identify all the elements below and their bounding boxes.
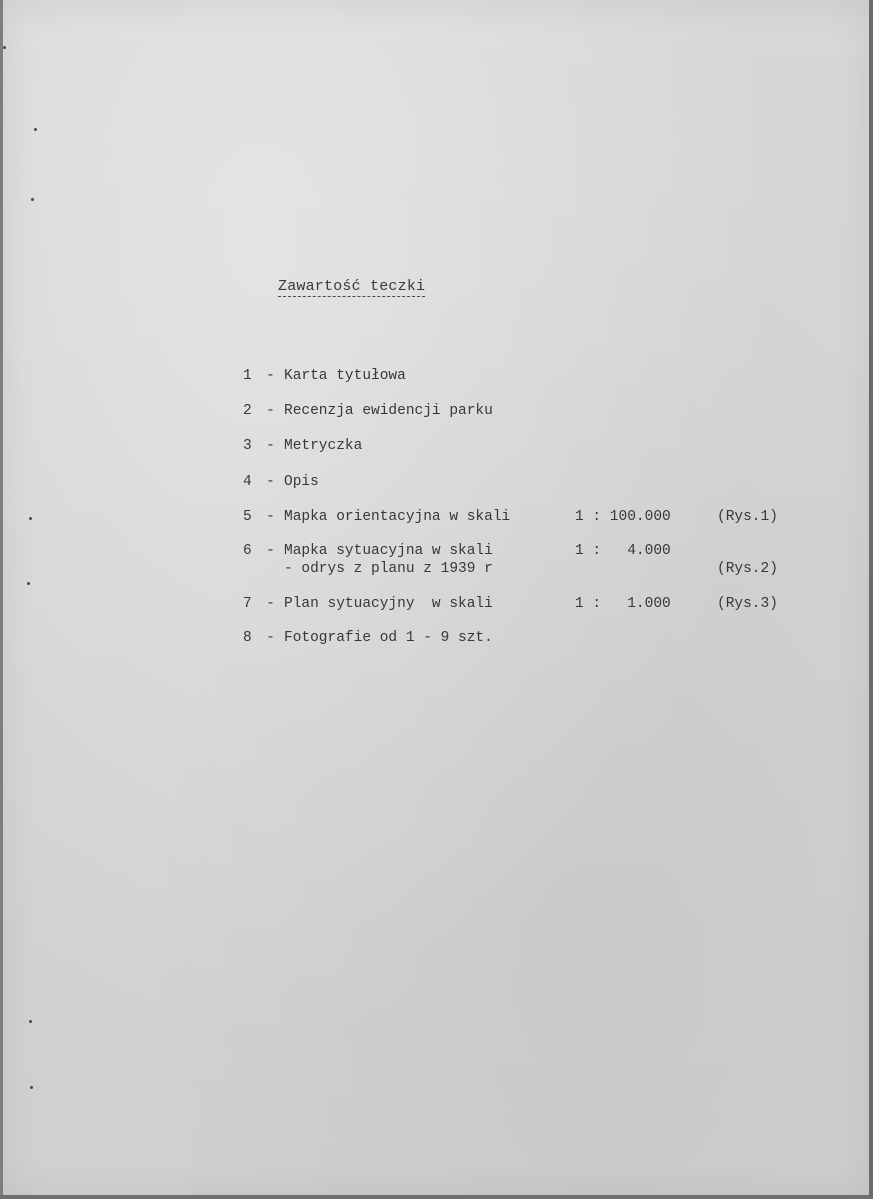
- list-item: [243, 368, 406, 385]
- item-number: 1: [243, 368, 252, 384]
- item-dash: -: [266, 368, 275, 384]
- item-text: Karta tytułowa: [284, 368, 406, 384]
- item-dash: -: [266, 474, 275, 490]
- margin-mark: [34, 128, 37, 131]
- page-edge-left: [0, 0, 3, 1199]
- margin-mark: [29, 1020, 32, 1023]
- item-number: 5: [243, 509, 252, 525]
- item-text: Mapka orientacyjna w skali: [284, 509, 511, 525]
- list-item: [243, 543, 493, 560]
- item-number: 4: [243, 474, 252, 490]
- item-scale: 1 : 1.000: [575, 596, 671, 612]
- item-dash: -: [266, 438, 275, 454]
- item-text: Mapka sytuacyjna w skali: [284, 543, 493, 559]
- item-figure-ref: (Rys.2): [717, 561, 778, 577]
- item-text: Plan sytuacyjny w skali: [284, 596, 493, 612]
- item-number: 8: [243, 630, 252, 646]
- page-edge-right: [869, 0, 873, 1199]
- margin-mark: [3, 46, 6, 49]
- item-number: 7: [243, 596, 252, 612]
- document-title: Zawartość teczki: [278, 278, 426, 295]
- item-scale: 1 : 4.000: [575, 543, 671, 559]
- item-text: Metryczka: [284, 438, 363, 454]
- item-number: 3: [243, 438, 252, 454]
- list-item: [243, 474, 319, 491]
- margin-mark: [31, 198, 34, 201]
- item-dash: -: [266, 403, 275, 419]
- list-item: [243, 509, 510, 526]
- item-dash: -: [266, 543, 275, 559]
- item-text: Recenzja ewidencji parku: [284, 403, 493, 419]
- item-dash: -: [266, 630, 275, 646]
- item-number: 2: [243, 403, 252, 419]
- margin-mark: [27, 582, 30, 585]
- item-dash: -: [266, 596, 275, 612]
- item-figure-ref: (Rys.3): [717, 596, 778, 612]
- item-text: Fotografie od 1 - 9 szt.: [284, 630, 493, 646]
- margin-mark: [30, 1086, 33, 1089]
- list-item: [243, 596, 493, 613]
- item-continuation: - odrys z planu z 1939 r: [284, 561, 493, 577]
- list-item: [243, 630, 493, 647]
- margin-mark: [29, 517, 32, 520]
- item-text: Opis: [284, 474, 319, 490]
- list-item: [243, 403, 493, 420]
- item-dash: -: [266, 509, 275, 525]
- page-edge-bottom: [0, 1195, 873, 1199]
- list-item: [243, 438, 362, 455]
- item-figure-ref: (Rys.1): [717, 509, 778, 525]
- item-scale: 1 : 100.000: [575, 509, 671, 525]
- item-number: 6: [243, 543, 252, 559]
